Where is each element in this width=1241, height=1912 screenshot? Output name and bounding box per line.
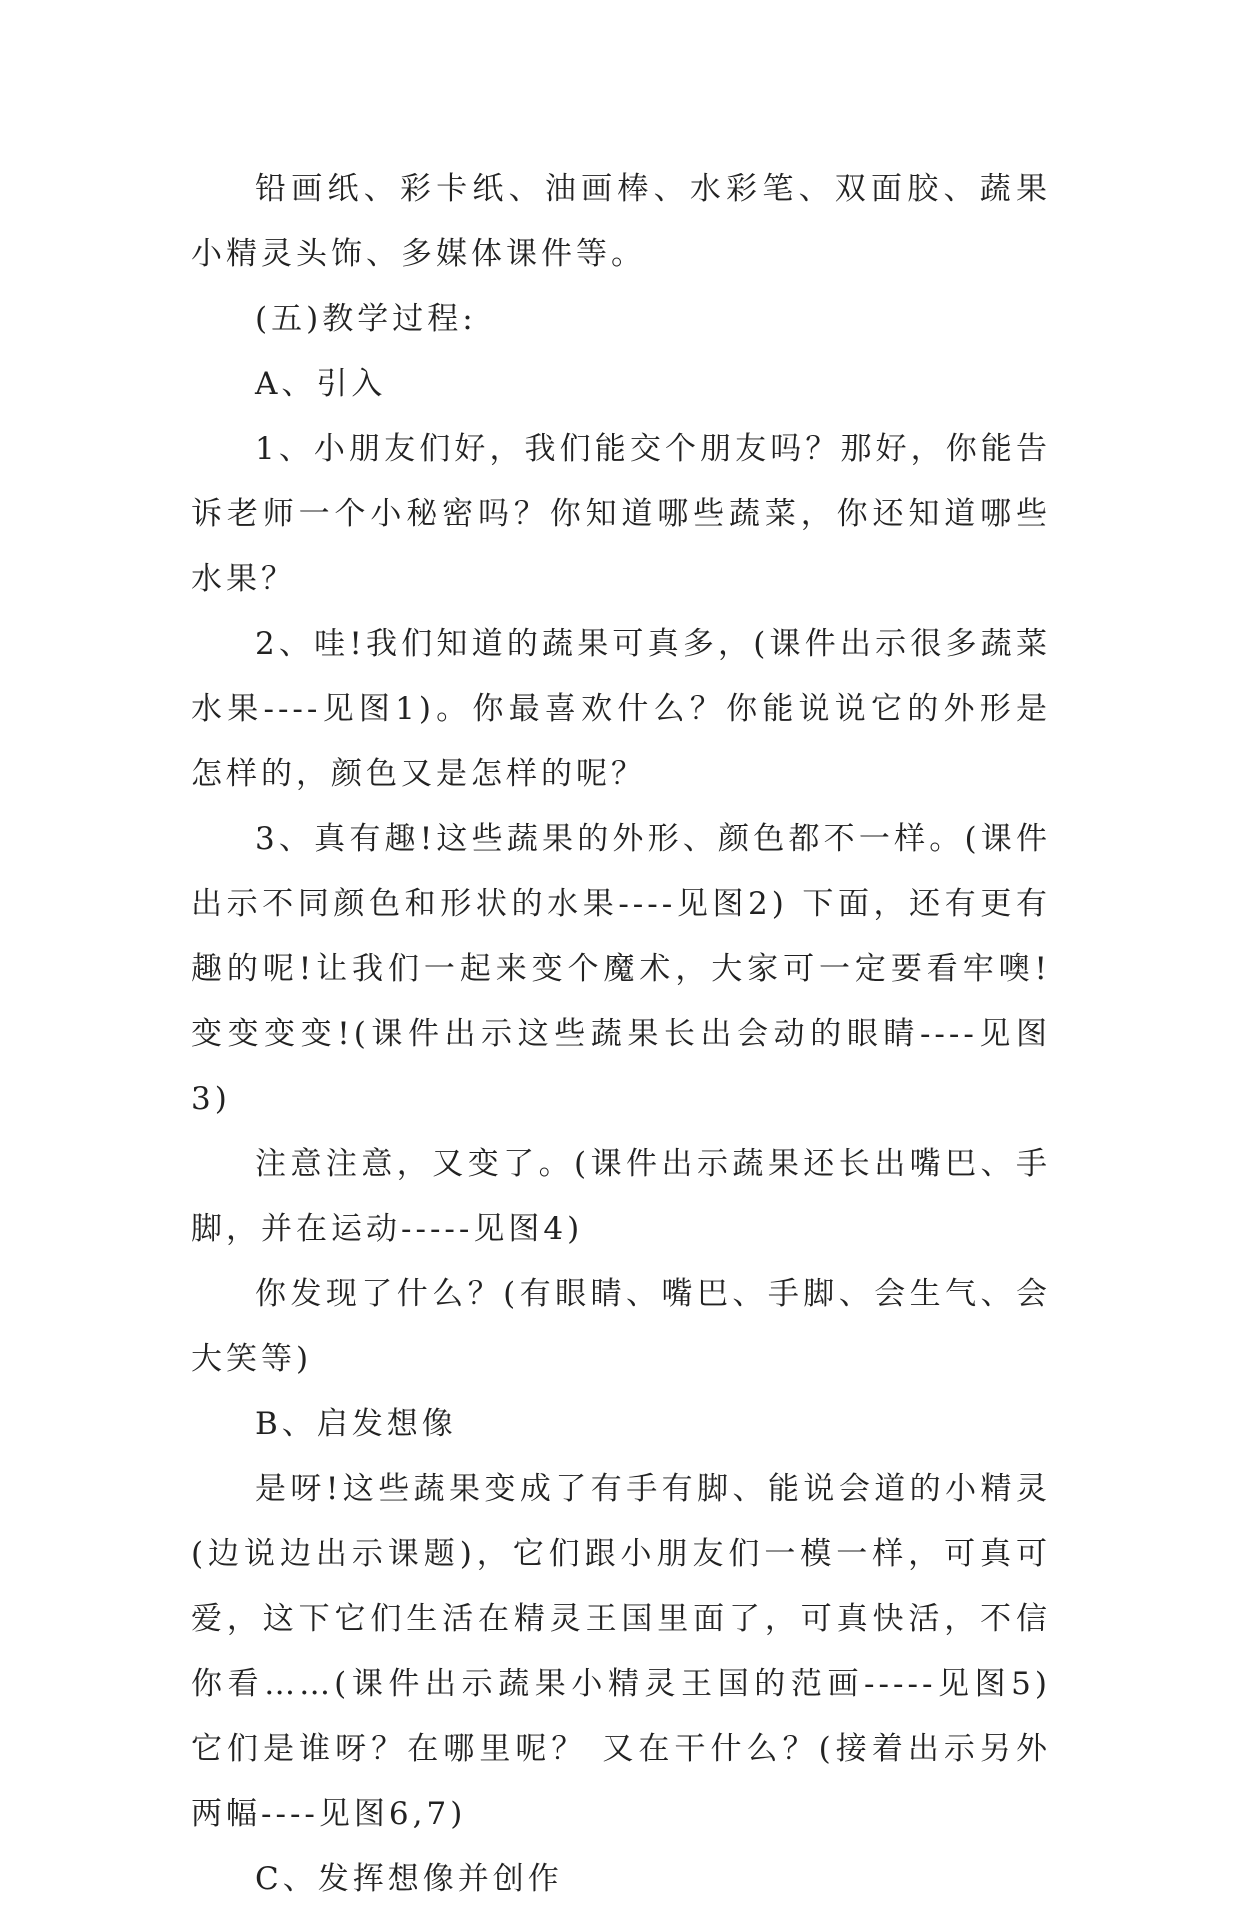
paragraph-materials: 铅画纸、彩卡纸、油画棒、水彩笔、双面胶、蔬果小精灵头饰、多媒体课件等。: [191, 171, 1051, 272]
document-body: [191, 157, 1051, 1912]
paragraph-step-3: 3、真有趣!这些蔬果的外形、颜色都不一样。(课件出示不同颜色和形状的水果----见图2) 下面，还有更有趣的呢!让我们一起来变个魔术，大家可一定要看牢噢!变变变变!(课件出示这些蔬果长出会动的眼睛----见图3): [191, 821, 1051, 1117]
subheading-create: C、发挥想像并创作: [255, 1861, 563, 1897]
paragraph-attention: 注意注意，又变了。(课件出示蔬果还长出嘴巴、手脚，并在运动-----见图4): [191, 1146, 1051, 1247]
subheading-introduction: A、引入: [255, 366, 387, 402]
paragraph-step-1: 1、小朋友们好，我们能交个朋友吗？那好，你能告诉老师一个小秘密吗？你知道哪些蔬菜，你还知道哪些水果？: [191, 431, 1051, 597]
subheading-inspire-imagination: B、启发想像: [255, 1406, 457, 1442]
paragraph-discovery: 你发现了什么？(有眼睛、嘴巴、手脚、会生气、会大笑等): [191, 1276, 1051, 1377]
section-heading-teaching-process: (五)教学过程:: [255, 301, 477, 337]
paragraph-step-2: 2、哇!我们知道的蔬果可真多，(课件出示很多蔬菜水果----见图1)。你最喜欢什么？你能说说它的外形是怎样的，颜色又是怎样的呢？: [191, 626, 1051, 792]
paragraph-elf-kingdom: 是呀!这些蔬果变成了有手有脚、能说会道的小精灵(边说边出示课题)，它们跟小朋友们一模一样，可真可爱，这下它们生活在精灵王国里面了，可真快活，不信你看……(课件出示蔬果小精灵王国的范画-----见图5)它们是谁呀？在哪里呢？ 又在干什么？(接着出示另外两幅----见图6,7): [191, 1471, 1051, 1832]
